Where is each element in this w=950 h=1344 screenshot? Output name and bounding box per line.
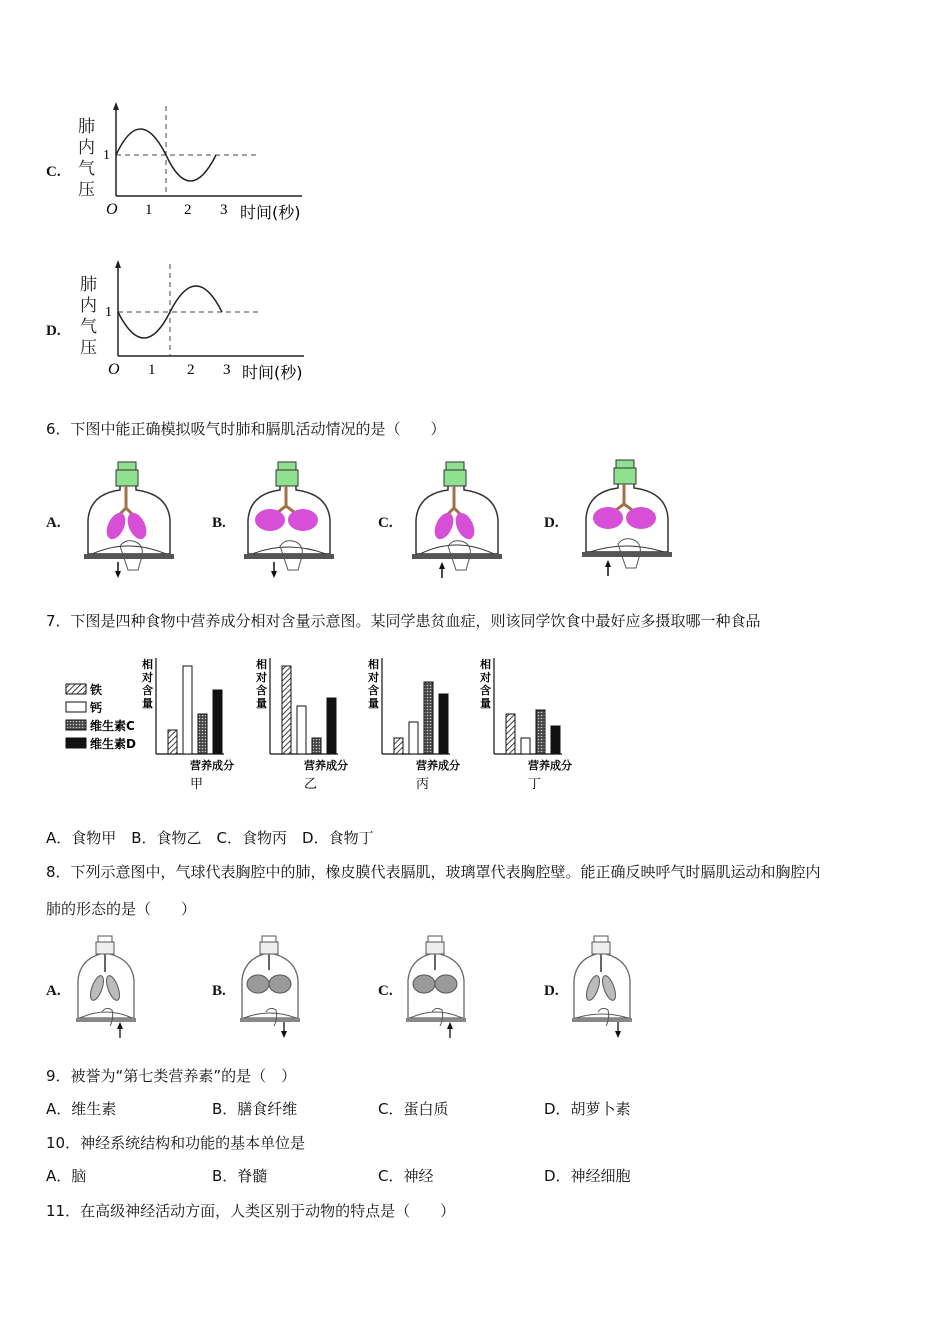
q6-option-c-label: C. [378, 515, 393, 531]
q5-option-c-label: C. [46, 164, 61, 180]
y-axis-label-char: 量 [142, 697, 153, 710]
q8-option-a-label: A. [46, 983, 61, 999]
y-axis-label-char: 含 [142, 684, 153, 697]
q10-option: D．神经细胞 [544, 1167, 631, 1185]
bar-维生素C [312, 738, 321, 754]
q8-option-b-bell-jar-icon [236, 932, 306, 1042]
bar-维生素C [536, 710, 545, 754]
charts-root [141, 657, 572, 792]
bar-钙 [297, 706, 306, 754]
y-label-char: 压 [78, 180, 95, 200]
bar-chart [141, 657, 234, 792]
lung [593, 507, 623, 529]
y-axis-label-char: 相 [480, 658, 491, 671]
bar-维生素C [198, 714, 207, 754]
lung [626, 507, 656, 529]
y-axis-label-char: 量 [256, 697, 267, 710]
q9-stem: 9．被誉为“第七类营养素”的是（ ） [46, 1067, 297, 1085]
one-tick-label: 1 [103, 148, 110, 163]
y-label-char: 内 [80, 296, 97, 316]
y-axis-label-char: 对 [480, 671, 491, 684]
q7-answer-options: A．食物甲 B．食物乙 C．食物丙 D．食物丁 [46, 829, 374, 847]
q6-option-a-label: A. [46, 515, 61, 531]
bar-维生素D [439, 694, 448, 754]
lung [584, 974, 602, 1002]
q6-option-b-bell-jar-icon [240, 460, 350, 580]
bar-chart [255, 657, 348, 792]
chart-title: 丁 [528, 777, 542, 792]
lung [88, 974, 106, 1002]
legend-swatch-vitamin-d [66, 738, 86, 748]
y-label-char: 气 [78, 159, 95, 179]
q6-option-b-label: B. [212, 515, 226, 531]
q11-stem: 11．在高级神经活动方面，人类区别于动物的特点是（ ） [46, 1202, 456, 1220]
q6-option-a-bell-jar-icon [80, 460, 190, 580]
y-axis-label-char: 相 [142, 658, 153, 671]
tick-label: 3 [223, 362, 231, 378]
legend-label: 钙 [90, 701, 103, 715]
legend-swatch-iron [66, 684, 86, 694]
q9-option: B．膳食纤维 [212, 1100, 298, 1118]
tick-label: 2 [184, 202, 192, 218]
y-axis-arrow [115, 260, 121, 268]
bar-chart [479, 657, 572, 792]
q8-option-c-bell-jar-icon [402, 932, 472, 1042]
y-axis-label-char: 对 [368, 671, 379, 684]
bar-钙 [183, 666, 192, 754]
legend-label: 铁 [90, 683, 103, 697]
tick-label: 2 [187, 362, 195, 378]
q5-option-d-graph [72, 258, 332, 386]
stopper-top [118, 462, 136, 470]
bar-铁 [394, 738, 403, 754]
legend-swatch-vitamin-c [66, 720, 86, 730]
lung [124, 510, 150, 542]
q8-option-b-label: B. [212, 983, 226, 999]
q8-option-d-bell-jar-icon [568, 932, 638, 1042]
q6-option-d-bell-jar-icon [578, 458, 688, 580]
q6-option-c-bell-jar-icon [408, 460, 518, 580]
legend-swatch-calcium [66, 702, 86, 712]
q10-option: A．脑 [46, 1167, 87, 1185]
q5-option-d-label: D. [46, 323, 61, 339]
lung [103, 510, 129, 542]
x-axis-label: 时间(秒) [240, 203, 301, 222]
lung [247, 975, 269, 993]
y-axis-label-char: 相 [368, 658, 379, 671]
chart-title: 甲 [190, 777, 204, 792]
origin-label: O [106, 201, 118, 218]
bar-铁 [506, 714, 515, 754]
q7-stem: 7．下图是四种食物中营养成分相对含量示意图。某同学患贫血症，则该同学饮食中最好应多摄取哪一种食品 [46, 612, 761, 630]
lung [104, 974, 122, 1002]
q8-option-a-bell-jar-icon [72, 932, 142, 1042]
base-plate [84, 554, 174, 559]
lung [431, 510, 457, 542]
bar-钙 [409, 722, 418, 754]
lung [600, 974, 618, 1002]
bar-维生素D [213, 690, 222, 754]
q10-option: C．神经 [378, 1167, 434, 1185]
bar-维生素D [551, 726, 560, 754]
y-axis-label-char: 对 [142, 671, 153, 684]
y-label-char: 压 [80, 338, 97, 358]
y-label-char: 内 [78, 138, 95, 158]
bar-chart [367, 657, 460, 792]
bar-维生素D [327, 698, 336, 754]
y-axis-label-char: 相 [256, 658, 267, 671]
q6-option-d-label: D. [544, 515, 559, 531]
x-axis-label: 时间(秒) [242, 363, 303, 382]
q10-stem: 10．神经系统结构和功能的基本单位是 [46, 1134, 306, 1152]
legend-label: 维生素D [90, 737, 136, 751]
x-axis-label: 营养成分 [190, 759, 234, 772]
q9-option: A．维生素 [46, 1100, 117, 1118]
q8-option-d-label: D. [544, 983, 559, 999]
q5-option-c-graph [70, 100, 330, 225]
bar-铁 [168, 730, 177, 754]
tick-label: 1 [145, 202, 153, 218]
diaphragm [92, 546, 166, 554]
q6-stem: 6．下图中能正确模拟吸气时肺和膈肌活动情况的是（ ） [46, 420, 446, 438]
legend-label: 维生素C [90, 719, 135, 733]
lung [269, 975, 291, 993]
q7-nutrient-charts [60, 648, 600, 798]
lung [288, 509, 318, 531]
lung [452, 510, 478, 542]
lung [435, 975, 457, 993]
tick-label: 3 [220, 202, 228, 218]
x-axis-label: 营养成分 [304, 759, 348, 772]
y-axis-label-char: 含 [368, 684, 379, 697]
q10-option: B．脊髓 [212, 1167, 268, 1185]
x-axis-label: 营养成分 [416, 759, 460, 772]
chart-title: 乙 [304, 777, 318, 792]
q9-option: D．胡萝卜素 [544, 1100, 631, 1118]
q8-stem-line1: 8．下列示意图中，气球代表胸腔中的肺，橡皮膜代表膈肌，玻璃罩代表胸腔壁。能正确反映呼气时膈肌运动和胸腔内 [46, 863, 821, 881]
lung [413, 975, 435, 993]
y-label-char: 肺 [78, 117, 95, 137]
y-axis-label-char: 含 [480, 684, 491, 697]
y-axis-label-char: 对 [256, 671, 267, 684]
q9-option: C．蛋白质 [378, 1100, 449, 1118]
legend [66, 682, 136, 751]
stopper [116, 470, 138, 486]
lung [255, 509, 285, 531]
y-axis-arrow [113, 102, 119, 110]
tick-label: 1 [148, 362, 156, 378]
bar-铁 [282, 666, 291, 754]
x-axis-label: 营养成分 [528, 759, 572, 772]
y-axis-label-char: 量 [368, 697, 379, 710]
one-tick-label: 1 [105, 305, 112, 320]
bar-钙 [521, 738, 530, 754]
y-label-char: 气 [80, 317, 97, 337]
y-label-char: 肺 [80, 275, 97, 295]
y-axis-label-char: 含 [256, 684, 267, 697]
y-axis-label-char: 量 [480, 697, 491, 710]
q8-option-c-label: C. [378, 983, 393, 999]
origin-label: O [108, 361, 120, 378]
chart-title: 丙 [416, 777, 430, 792]
q8-stem-line2: 肺的形态的是（ ） [46, 900, 197, 918]
bar-维生素C [424, 682, 433, 754]
